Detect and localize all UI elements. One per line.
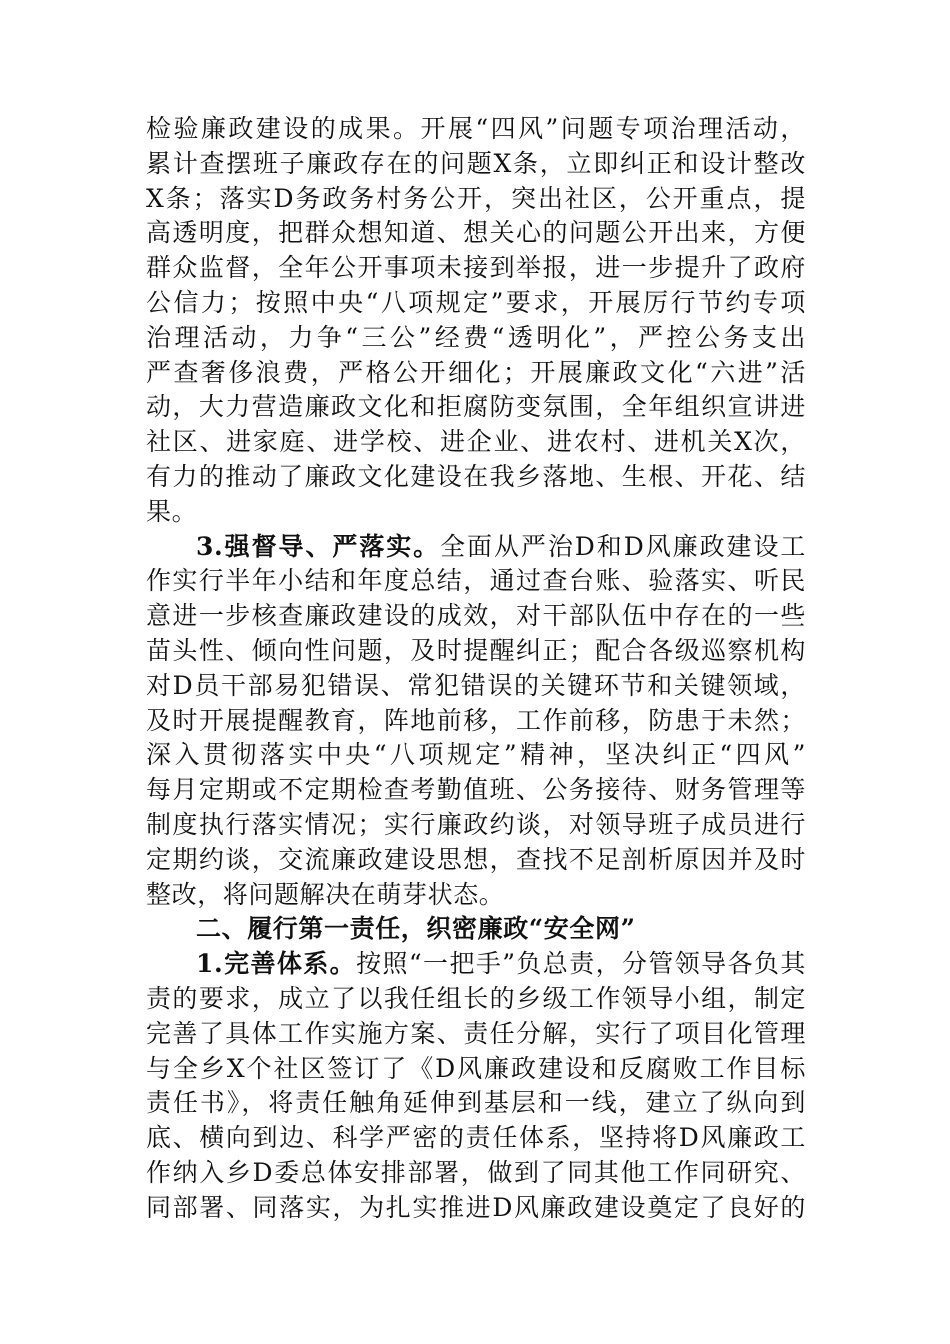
text-line: 群众监督，全年公开事项未接到举报，进一步提升了政府 — [146, 253, 806, 283]
text-line: 对D员干部易犯错误、常犯错误的关键环节和关键领域， — [146, 670, 806, 700]
text-line: X条；落实D务政务村务公开，突出社区，公开重点，提 — [146, 183, 806, 213]
text-line: 社区、进家庭、进学校、进企业、进农村、进机关X次， — [146, 427, 806, 457]
text-line: 完善了具体工作实施方案、责任分解，实行了项目化管理 — [146, 1018, 806, 1048]
text-line: 责的要求，成立了以我任组长的乡级工作领导小组，制定 — [146, 983, 806, 1013]
text-line: 检验廉政建设的成果。开展“四风”问题专项治理活动， — [146, 114, 806, 143]
text-line: 同部署、同落实，为扎实推进D风廉政建设奠定了良好的 — [146, 1192, 806, 1222]
text-line: 与全乡X个社区签订了《D风廉政建设和反腐败工作目标 — [146, 1053, 806, 1083]
paragraph-lead: 1.完善体系。 — [196, 949, 357, 979]
paragraph-lead-rest: 按照“一把手”负总责，分管领导各负其 — [356, 949, 806, 979]
text-line: 制度执行落实情况；实行廉政约谈，对领导班子成员进行 — [146, 809, 806, 839]
text-line: 每月定期或不定期检查考勤值班、公务接待、财务管理等 — [146, 775, 806, 805]
paragraph-2 — [146, 530, 806, 913]
text-line-first — [146, 947, 806, 982]
text-line: 底、横向到边、科学严密的责任体系，坚持将D风廉政工 — [146, 1123, 806, 1153]
text-line: 有力的推动了廉政文化建设在我乡落地、生根、开花、结 — [146, 461, 806, 491]
text-line: 高透明度，把群众想知道、想关心的问题公开出来，方便 — [146, 218, 806, 248]
text-line: 公信力；按照中央“八项规定”要求，开展厉行节约专项 — [146, 287, 806, 317]
document-page — [146, 112, 806, 1226]
text-line: 及时开展提醒教育，阵地前移，工作前移，防患于未然； — [146, 705, 806, 735]
text-line: 累计查摆班子廉政存在的问题X条，立即纠正和设计整改 — [146, 148, 806, 178]
paragraph-1 — [146, 112, 806, 530]
section-heading: 二、履行第一责任，织密廉政“安全网” — [196, 914, 636, 944]
text-line: 责任书》，将责任触角延伸到基层和一线，建立了纵向到 — [146, 1088, 806, 1118]
paragraph-lead-rest: 全面从严治D和D风廉政建设工 — [440, 531, 806, 561]
paragraph-3 — [146, 947, 806, 1225]
text-line: 意进一步核查廉政建设的成效，对干部队伍中存在的一些 — [146, 601, 806, 631]
text-line: 作实行半年小结和年度总结，通过查台账、验落实、听民 — [146, 566, 806, 596]
text-line-first — [146, 530, 806, 565]
text-line: 整改，将问题解决在萌芽状态。 — [146, 879, 505, 909]
text-line: 严查奢侈浪费，严格公开细化；开展廉政文化“六进”活 — [146, 357, 806, 387]
paragraph-lead: 3.强督导、严落实。 — [196, 531, 441, 561]
text-line: 苗头性、倾向性问题，及时提醒纠正；配合各级巡察机构 — [146, 635, 806, 665]
text-line: 作纳入乡D委总体安排部署，做到了同其他工作同研究、 — [146, 1157, 806, 1187]
text-line: 治理活动，力争“三公”经费“透明化”，严控公务支出 — [146, 322, 806, 352]
text-line: 深入贯彻落实中央“八项规定”精神，坚决纠正“四风” — [146, 740, 806, 770]
text-line: 果。 — [146, 496, 198, 526]
text-line: 动，大力营造廉政文化和拒腐防变氛围，全年组织宣讲进 — [146, 392, 806, 422]
text-line: 定期约谈，交流廉政建设思想，查找不足剖析原因并及时 — [146, 844, 806, 874]
